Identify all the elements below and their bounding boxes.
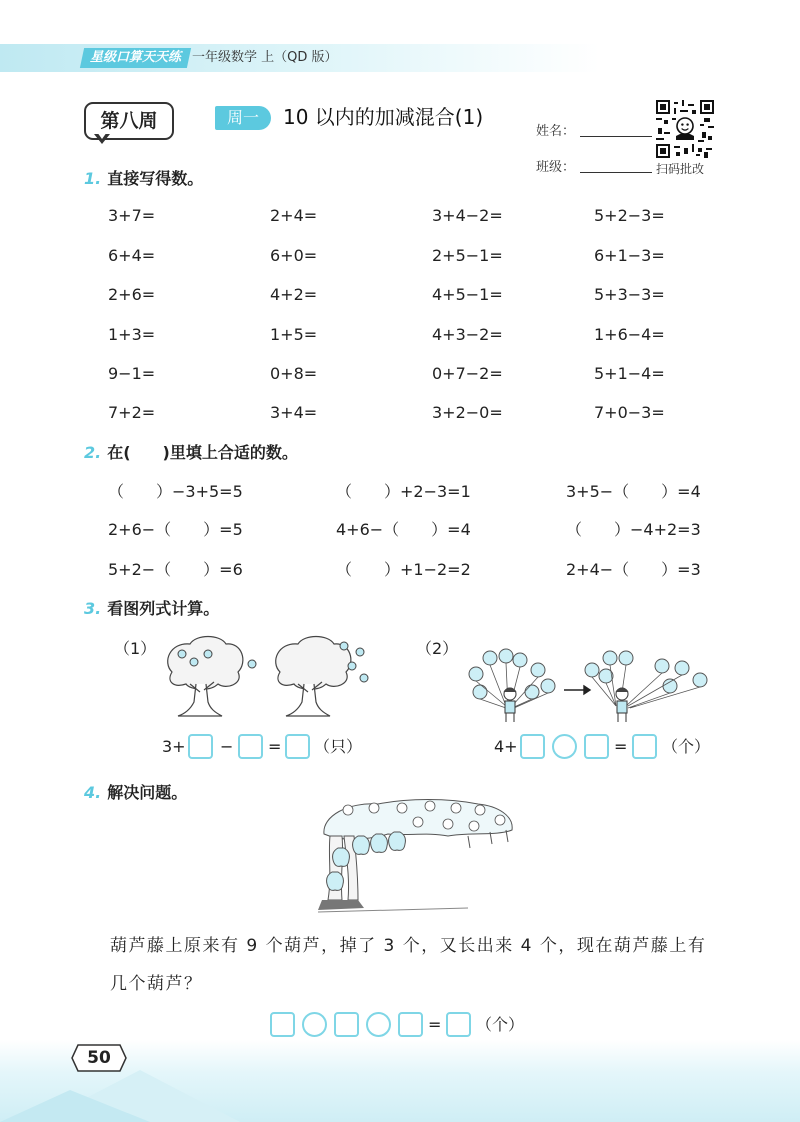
part-1-unit: （只） (314, 737, 363, 756)
fill-blank-item[interactable]: （ ）+1−2=2 (336, 560, 471, 579)
section-4-title: 解决问题。 (107, 783, 188, 802)
section-2-heading (84, 442, 298, 464)
week-badge: 第八周 (84, 102, 174, 140)
section-2-number: 2. (84, 443, 102, 462)
problem-unit: （个） (476, 1015, 525, 1034)
part-1-equals: = (268, 737, 282, 756)
calc-item: 3+4−2= (432, 206, 503, 225)
section-4-number: 4. (84, 783, 102, 802)
section-3-heading (84, 598, 219, 620)
calc-item: 5+3−3= (594, 285, 665, 304)
calc-item: 1+6−4= (594, 325, 665, 344)
part-2-answer-box-2[interactable] (584, 734, 609, 759)
calc-item: 9−1= (108, 364, 156, 383)
calc-item: 6+1−3= (594, 246, 665, 265)
calc-item: 3+2−0= (432, 403, 503, 422)
calc-item: 0+7−2= (432, 364, 503, 383)
fill-blank-item[interactable]: （ ）+2−3=1 (336, 482, 471, 501)
part-1-minus: − (220, 737, 234, 756)
calc-item: 1+5= (270, 325, 318, 344)
calc-item: 2+5−1= (432, 246, 503, 265)
part-2-label: （2） (416, 639, 459, 658)
part-2-answer-box-1[interactable] (520, 734, 545, 759)
name-label: 姓名： (536, 124, 576, 139)
part-2-unit: （个） (662, 737, 711, 756)
calc-item: 5+1−4= (594, 364, 665, 383)
trees-birds-illustration (160, 632, 376, 718)
fill-blank-item[interactable]: （ ）−3+5=5 (108, 482, 243, 501)
gourd-vine-illustration (318, 796, 520, 920)
calc-item: 2+6= (108, 285, 156, 304)
section-3-number: 3. (84, 599, 102, 618)
part-2-answer-box-3[interactable] (632, 734, 657, 759)
calc-item: 7+0−3= (594, 403, 665, 422)
problem-answer-box-4[interactable] (446, 1012, 471, 1037)
fill-blank-item[interactable]: 3+5−（ ）=4 (566, 482, 701, 501)
problem-equals: = (428, 1015, 442, 1034)
name-field[interactable] (580, 136, 652, 137)
section-1-heading (84, 168, 203, 190)
part-1-label: （1） (114, 639, 157, 658)
calc-item: 1+3= (108, 325, 156, 344)
problem-text-line-1: 葫芦藤上原来有 9 个葫芦，掉了 3 个，又长出来 4 个，现在葫芦藤上有 (110, 936, 707, 956)
fill-blank-item[interactable]: 2+4−（ ）=3 (566, 560, 701, 579)
calc-item: 5+2−3= (594, 206, 665, 225)
lesson-title: 10 以内的加减混合(1) (283, 105, 484, 129)
part-2-prefix: 4+ (494, 737, 518, 756)
week-badge-tail-inner (97, 132, 107, 139)
part-1-answer-box-1[interactable] (188, 734, 213, 759)
fill-blank-item[interactable]: 2+6−（ ）=5 (108, 520, 243, 539)
part-2-equals: = (614, 737, 628, 756)
book-title: 一年级数学 上（QD 版） (192, 50, 338, 65)
section-4-heading (84, 782, 187, 804)
section-1-title: 直接写得数。 (107, 169, 204, 188)
fill-blank-item[interactable]: 4+6−（ ）=4 (336, 520, 471, 539)
part-1-answer-box-2[interactable] (238, 734, 263, 759)
balloons-illustration (462, 648, 712, 724)
problem-answer-box-2[interactable] (334, 1012, 359, 1037)
part-2-operator-circle[interactable] (552, 734, 577, 759)
day-tag: 周一 (215, 106, 271, 130)
series-title: 星级口算天天练 (80, 48, 191, 68)
class-label: 班级： (536, 160, 576, 175)
calc-item: 4+3−2= (432, 325, 503, 344)
problem-operator-circle-2[interactable] (366, 1012, 391, 1037)
calc-item: 4+5−1= (432, 285, 503, 304)
calc-item: 6+0= (270, 246, 318, 265)
part-1-answer-box-3[interactable] (285, 734, 310, 759)
class-field[interactable] (580, 172, 652, 173)
calc-item: 6+4= (108, 246, 156, 265)
calc-item: 4+2= (270, 285, 318, 304)
calc-item: 2+4= (270, 206, 318, 225)
calc-item: 3+4= (270, 403, 318, 422)
calc-item: 0+8= (270, 364, 318, 383)
page-number: 50 (87, 1048, 111, 1068)
qr-caption: 扫码批改 (656, 162, 705, 176)
part-1-prefix: 3+ (162, 737, 186, 756)
problem-answer-box-3[interactable] (398, 1012, 423, 1037)
fill-blank-item[interactable]: （ ）−4+2=3 (566, 520, 701, 539)
section-3-title: 看图列式计算。 (107, 599, 220, 618)
calc-item: 3+7= (108, 206, 156, 225)
section-2-title: 在( )里填上合适的数。 (107, 443, 298, 462)
section-1-number: 1. (84, 169, 102, 188)
calc-item: 7+2= (108, 403, 156, 422)
problem-operator-circle-1[interactable] (302, 1012, 327, 1037)
qr-code-icon[interactable] (656, 100, 714, 158)
problem-answer-box-1[interactable] (270, 1012, 295, 1037)
problem-text-line-2: 几个葫芦？ (110, 974, 203, 994)
fill-blank-item[interactable]: 5+2−（ ）=6 (108, 560, 243, 579)
